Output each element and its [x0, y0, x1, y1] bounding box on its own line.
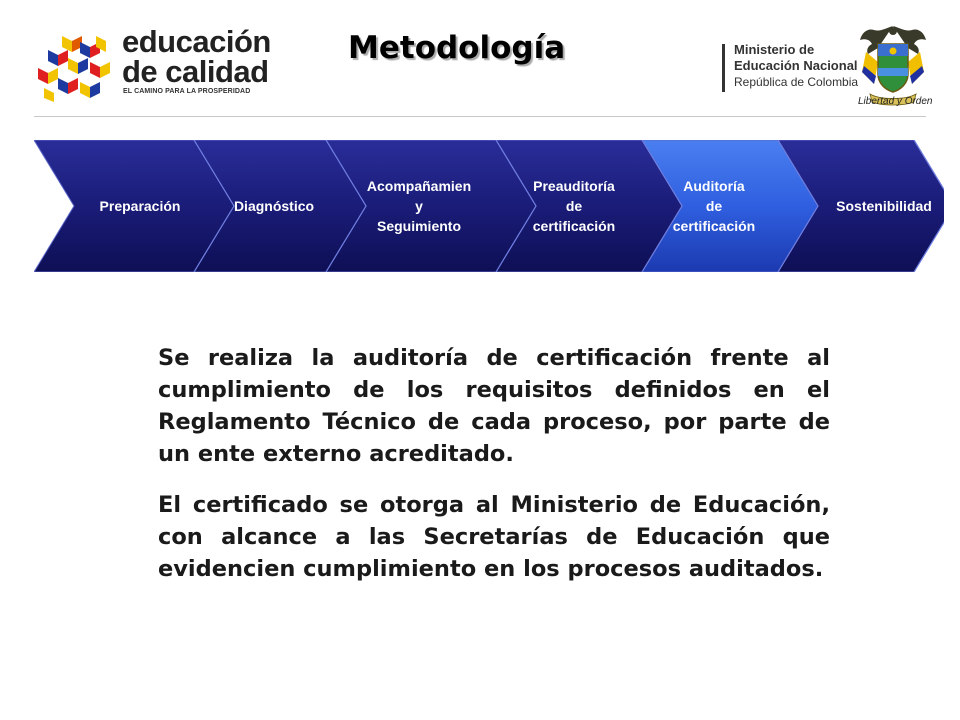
stage-label-line: Auditoría	[683, 178, 745, 194]
logo-text-line2: de calidad	[122, 54, 269, 89]
stage-label-line: de	[705, 198, 723, 214]
header-divider	[34, 116, 926, 117]
motto-text: Libertad y Orden	[858, 96, 933, 107]
content-body	[158, 342, 830, 604]
stage-label-1	[70, 196, 210, 216]
paragraph-audit-description: Se realiza la auditoría de certificación frente al cumplimiento de los requisitos definidos en el Reglamento Técnico de cada proceso, por parte de un ente externo acreditado.	[158, 345, 830, 467]
ministry-line2: Educación Nacional	[734, 58, 858, 73]
stage-label-line: Diagnóstico	[233, 198, 315, 214]
stage-label-line: Seguimiento	[376, 218, 461, 234]
stage-label-5	[644, 176, 784, 236]
cube-pattern-icon	[34, 34, 114, 104]
ministry-divider-bar	[722, 44, 725, 92]
stage-label-4	[504, 176, 644, 236]
stage-label-line: de	[565, 198, 583, 214]
stage-label-line: Preparación	[99, 198, 181, 214]
ministry-line3: República de Colombia	[734, 75, 859, 89]
stage-label-line: y	[415, 198, 423, 214]
ministry-line1: Ministerio de	[734, 42, 815, 57]
stage-label-6	[814, 196, 954, 216]
ministry-label	[722, 42, 859, 90]
stage-label-2	[204, 196, 344, 216]
stage-label-line: Acompañamien	[366, 178, 472, 194]
logo-tagline: EL CAMINO PARA LA PROSPERIDAD	[123, 88, 251, 95]
logo-text-line1: educación	[122, 24, 271, 59]
stage-label-line: Preauditoría	[533, 178, 615, 194]
stage-label-line: certificación	[672, 218, 756, 234]
educacion-de-calidad-logo	[34, 22, 274, 102]
stage-label-line: certificación	[532, 218, 616, 234]
stage-label-line: Sostenibilidad	[836, 198, 932, 214]
page-title: Metodología	[348, 30, 566, 66]
paragraph-certificate-scope: El certificado se otorga al Ministerio de Educación, con alcance a las Secretarías de Educación que evidencien cumplimiento en los procesos auditados.	[158, 492, 830, 582]
process-banner	[34, 140, 944, 272]
stage-label-3	[349, 176, 489, 236]
